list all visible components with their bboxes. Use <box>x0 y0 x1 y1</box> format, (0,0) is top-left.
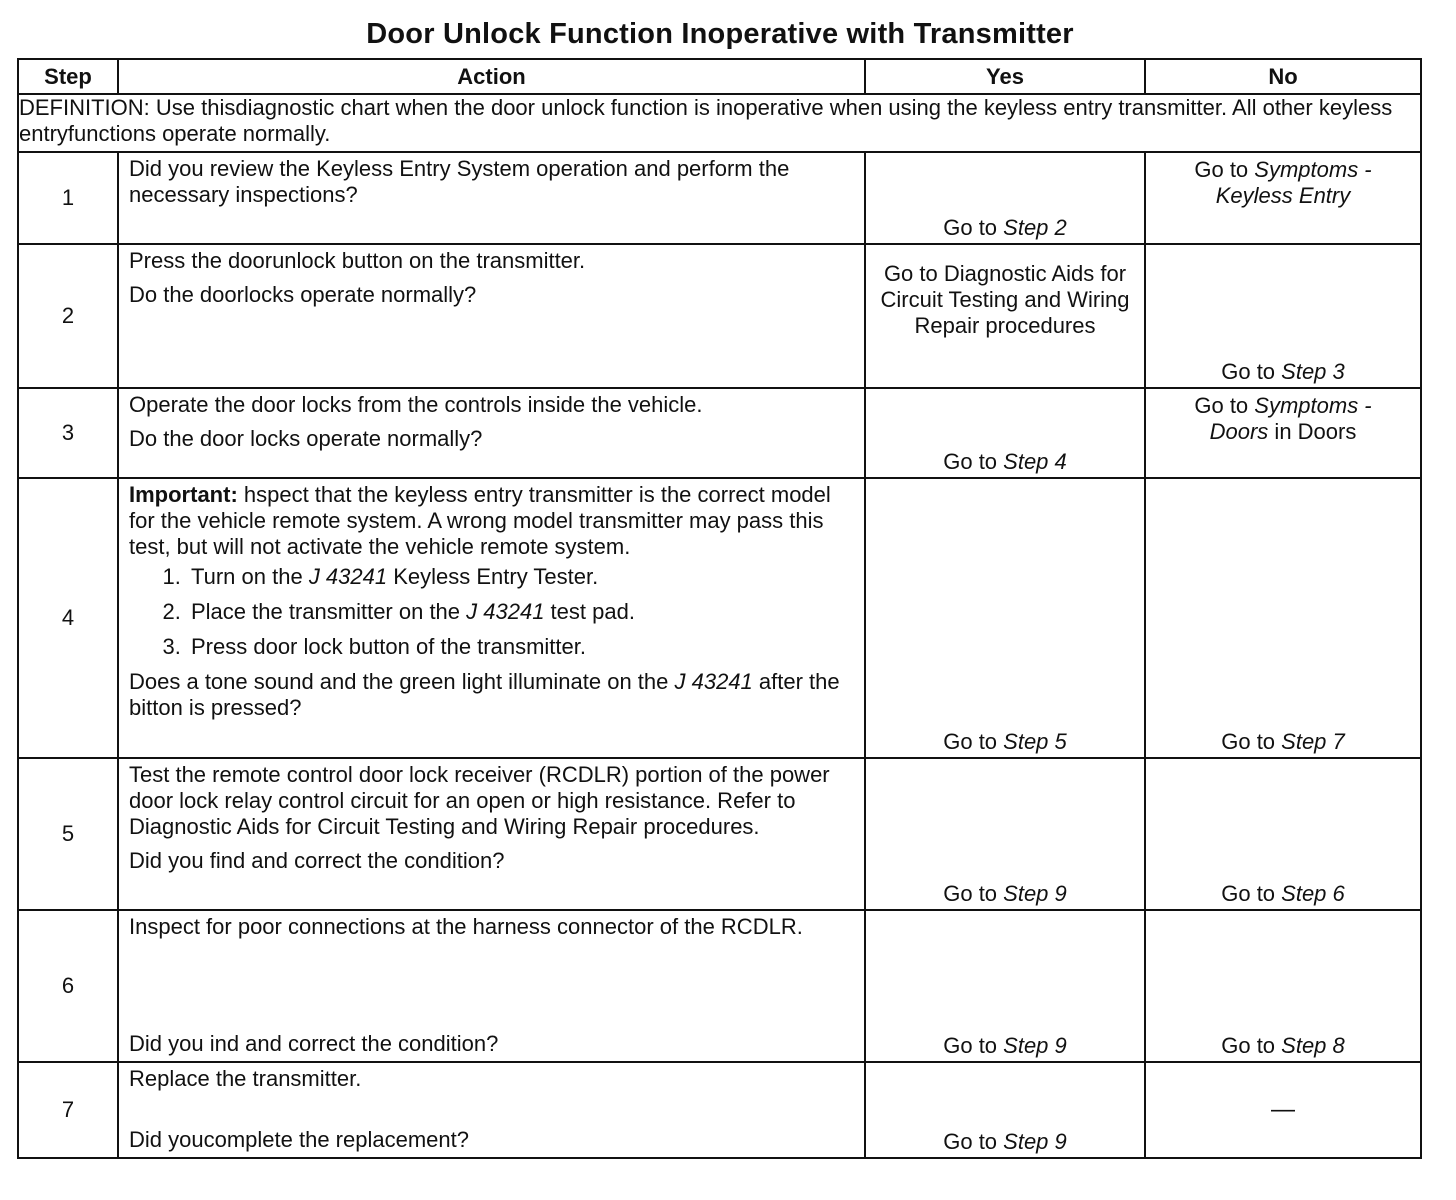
action-cell <box>118 1062 865 1158</box>
step-number: 4 <box>18 478 118 758</box>
no-cell <box>1145 478 1421 758</box>
action-cell <box>118 152 865 244</box>
table-row <box>18 1062 1421 1158</box>
no-prefix: Go to <box>1221 881 1282 906</box>
table-row <box>18 910 1421 1062</box>
list-item: 3. Press door lock button of the transmitter. <box>187 634 854 660</box>
no-target-2: Doors <box>1209 419 1269 444</box>
action-text: Test the remote control door lock receiver (RCDLR) portion of the power door lock relay control circuit for an open or high resistance. Refer to Diagnostic Aids for Circuit Testing and Wiring Repair procedures. <box>129 762 830 839</box>
yes-cell <box>865 388 1145 478</box>
yes-target: Step 2 <box>1003 215 1067 240</box>
substep-list <box>129 564 854 660</box>
list-item: 2. Place the transmitter on the J 43241 test pad. <box>187 599 854 625</box>
yes-prefix: Go to <box>943 449 1004 474</box>
header-yes: Yes <box>865 59 1145 94</box>
action-cell <box>118 244 865 388</box>
step-number: 7 <box>18 1062 118 1158</box>
yes-target: Step 9 <box>1003 881 1067 906</box>
yes-target: Step 9 <box>1003 1129 1067 1154</box>
step-number: 5 <box>18 758 118 910</box>
table-row <box>18 244 1421 388</box>
yes-cell <box>865 758 1145 910</box>
page-title: Door Unlock Function Inoperative with Transmitter <box>366 18 1074 50</box>
yes-prefix: Go to <box>943 1129 1004 1154</box>
no-prefix: Go to <box>1221 359 1282 384</box>
table-row <box>18 152 1421 244</box>
action-cell <box>118 388 865 478</box>
diagnostic-table <box>17 58 1422 1159</box>
action-question: Does a tone sound and the green light illuminate on the J 43241 after the bitton is pressed? <box>129 669 840 720</box>
no-target: Symptoms - Keyless Entry <box>1215 157 1372 208</box>
yes-text: Go to Diagnostic Aids for Circuit Testing and Wiring Repair procedures <box>880 261 1130 338</box>
no-target: Step 7 <box>1281 729 1345 754</box>
important-text: hspect that the keyless entry transmitter is the correct model for the vehicle remote system. A wrong model transmitter may pass this test, but will not activate the vehicle remote system. <box>129 482 831 559</box>
no-cell <box>1145 244 1421 388</box>
no-cell <box>1145 152 1421 244</box>
no-cell <box>1145 758 1421 910</box>
action-question: Did you ind and correct the condition? <box>129 1031 499 1056</box>
table-row <box>18 478 1421 758</box>
no-target: Step 3 <box>1281 359 1345 384</box>
action-question: Did youcomplete the replacement? <box>129 1127 469 1152</box>
important-label: Important: <box>129 482 238 507</box>
action-cell <box>118 910 865 1062</box>
no-cell <box>1145 388 1421 478</box>
step-number: 1 <box>18 152 118 244</box>
definition-row <box>18 94 1421 152</box>
yes-target: Step 5 <box>1003 729 1067 754</box>
yes-cell <box>865 244 1145 388</box>
no-prefix: Go to <box>1194 157 1255 182</box>
yes-prefix: Go to <box>943 1033 1004 1058</box>
yes-target: Step 4 <box>1003 449 1067 474</box>
no-dash: — <box>1271 1096 1295 1123</box>
no-target: Step 8 <box>1281 1033 1345 1058</box>
no-prefix: Go to <box>1221 1033 1282 1058</box>
important-note <box>129 482 854 560</box>
table-row <box>18 758 1421 910</box>
no-target: Symptoms - <box>1254 393 1372 418</box>
action-text: Operate the door locks from the controls inside the vehicle. <box>129 392 703 417</box>
no-suffix: in Doors <box>1268 419 1357 444</box>
header-row <box>18 59 1421 94</box>
yes-target: Step 9 <box>1003 1033 1067 1058</box>
action-text: Inspect for poor connections at the harness connector of the RCDLR. <box>129 914 803 939</box>
action-question: Do the door locks operate normally? <box>129 426 483 451</box>
yes-cell <box>865 910 1145 1062</box>
action-question: Do the doorlocks operate normally? <box>129 282 477 307</box>
header-step: Step <box>18 59 118 94</box>
header-action: Action <box>118 59 865 94</box>
yes-prefix: Go to <box>943 881 1004 906</box>
definition-text: DEFINITION: Use thisdiagnostic chart when the door unlock function is inoperative when using the keyless entry transmitter. All other keyless entryfunctions operate normally. <box>18 94 1421 152</box>
no-cell <box>1145 1062 1421 1158</box>
action-text: Did you review the Keyless Entry System operation and perform the necessary inspections? <box>129 156 790 207</box>
action-cell <box>118 758 865 910</box>
no-target: Step 6 <box>1281 881 1345 906</box>
yes-prefix: Go to <box>943 215 1004 240</box>
yes-cell <box>865 152 1145 244</box>
action-text: Press the doorunlock button on the transmitter. <box>129 248 586 273</box>
header-no: No <box>1145 59 1421 94</box>
step-number: 6 <box>18 910 118 1062</box>
list-item: 1. Turn on the J 43241 Keyless Entry Tester. <box>187 564 854 590</box>
action-cell <box>118 478 865 758</box>
table-row <box>18 388 1421 478</box>
action-question: Did you find and correct the condition? <box>129 848 505 873</box>
step-number: 3 <box>18 388 118 478</box>
yes-cell <box>865 478 1145 758</box>
no-prefix: Go to <box>1221 729 1282 754</box>
no-cell <box>1145 910 1421 1062</box>
no-prefix: Go to <box>1194 393 1255 418</box>
action-text: Replace the transmitter. <box>129 1066 362 1091</box>
yes-cell <box>865 1062 1145 1158</box>
yes-prefix: Go to <box>943 729 1004 754</box>
step-number: 2 <box>18 244 118 388</box>
